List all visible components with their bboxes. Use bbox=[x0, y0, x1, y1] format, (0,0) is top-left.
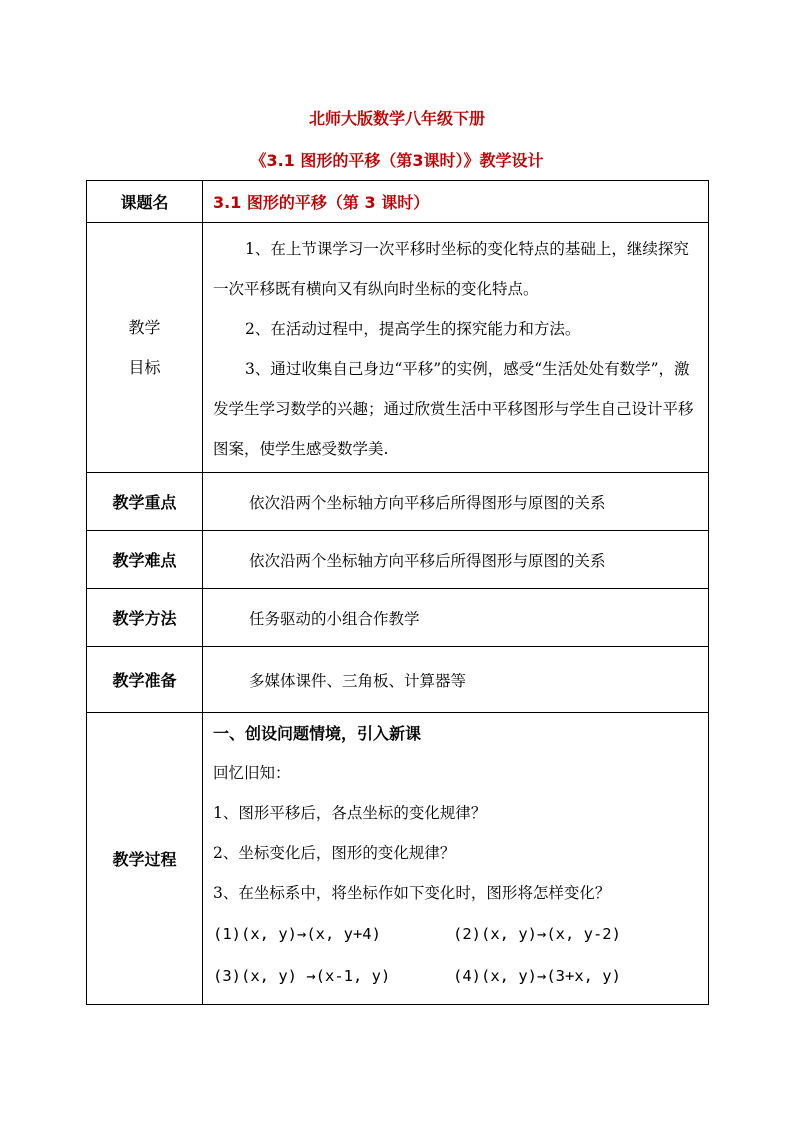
method-row bbox=[87, 589, 709, 647]
process-label: 教学过程 bbox=[87, 713, 203, 1005]
method-value: 任务驱动的小组合作教学 bbox=[203, 589, 709, 647]
transform-item: (2)(x, y)→(x, y-2) bbox=[453, 925, 621, 943]
process-heading: 一、创设问题情境，引入新课 bbox=[213, 724, 422, 743]
goals-label-cell bbox=[87, 223, 203, 473]
goal-item: 1、在上节课学习一次平移时坐标的变化特点的基础上，继续探究一次平移既有横向又有纵向时坐标的变化特点。 bbox=[213, 240, 689, 298]
transform-item: (1)(x, y)→(x, y+4) bbox=[213, 925, 381, 943]
difficulty-row bbox=[87, 531, 709, 589]
goals-label-line1: 教学 bbox=[128, 317, 161, 337]
goals-row bbox=[87, 223, 709, 473]
goal-item: 2、在活动过程中，提高学生的探究能力和方法。 bbox=[245, 320, 581, 338]
lesson-plan-table bbox=[86, 180, 709, 1005]
preparation-value: 多媒体课件、三角板、计算器等 bbox=[203, 647, 709, 713]
difficulty-label: 教学难点 bbox=[87, 531, 203, 589]
topic-row bbox=[87, 181, 709, 223]
key-point-label: 教学重点 bbox=[87, 473, 203, 531]
process-line: 3、在坐标系中，将坐标作如下变化时，图形将怎样变化？ bbox=[213, 884, 611, 902]
key-point-value: 依次沿两个坐标轴方向平移后所得图形与原图的关系 bbox=[203, 473, 709, 531]
preparation-label: 教学准备 bbox=[87, 647, 203, 713]
process-line: 2、坐标变化后，图形的变化规律？ bbox=[213, 844, 456, 862]
document-title: 北师大版数学八年级下册 bbox=[308, 109, 485, 128]
goals-label-line2: 目标 bbox=[128, 357, 161, 377]
preparation-row bbox=[87, 647, 709, 713]
method-label: 教学方法 bbox=[87, 589, 203, 647]
difficulty-value: 依次沿两个坐标轴方向平移后所得图形与原图的关系 bbox=[203, 531, 709, 589]
transform-pair bbox=[213, 955, 702, 997]
document-subtitle: 《3.1 图形的平移（第3课时）》教学设计 bbox=[250, 151, 544, 170]
process-line: 1、图形平移后，各点坐标的变化规律？ bbox=[213, 804, 487, 822]
process-line: 回忆旧知： bbox=[213, 764, 291, 782]
transform-pair bbox=[213, 913, 702, 955]
process-content bbox=[203, 713, 709, 1005]
topic-label: 课题名 bbox=[87, 181, 203, 223]
key-point-row bbox=[87, 473, 709, 531]
goals-content bbox=[203, 223, 709, 473]
transform-item: (3)(x, y) →(x-1, y) bbox=[213, 967, 391, 985]
transform-item: (4)(x, y)→(3+x, y) bbox=[453, 967, 621, 985]
process-row bbox=[87, 713, 709, 1005]
topic-value: 3.1 图形的平移（第 3 课时） bbox=[203, 181, 709, 223]
goal-item: 3、通过收集自己身边“平移”的实例，感受“生活处处有数学”，激发学生学习数学的兴趣；通过欣赏生活中平移图形与学生自己设计平移图案，使学生感受数学美. bbox=[213, 360, 694, 458]
